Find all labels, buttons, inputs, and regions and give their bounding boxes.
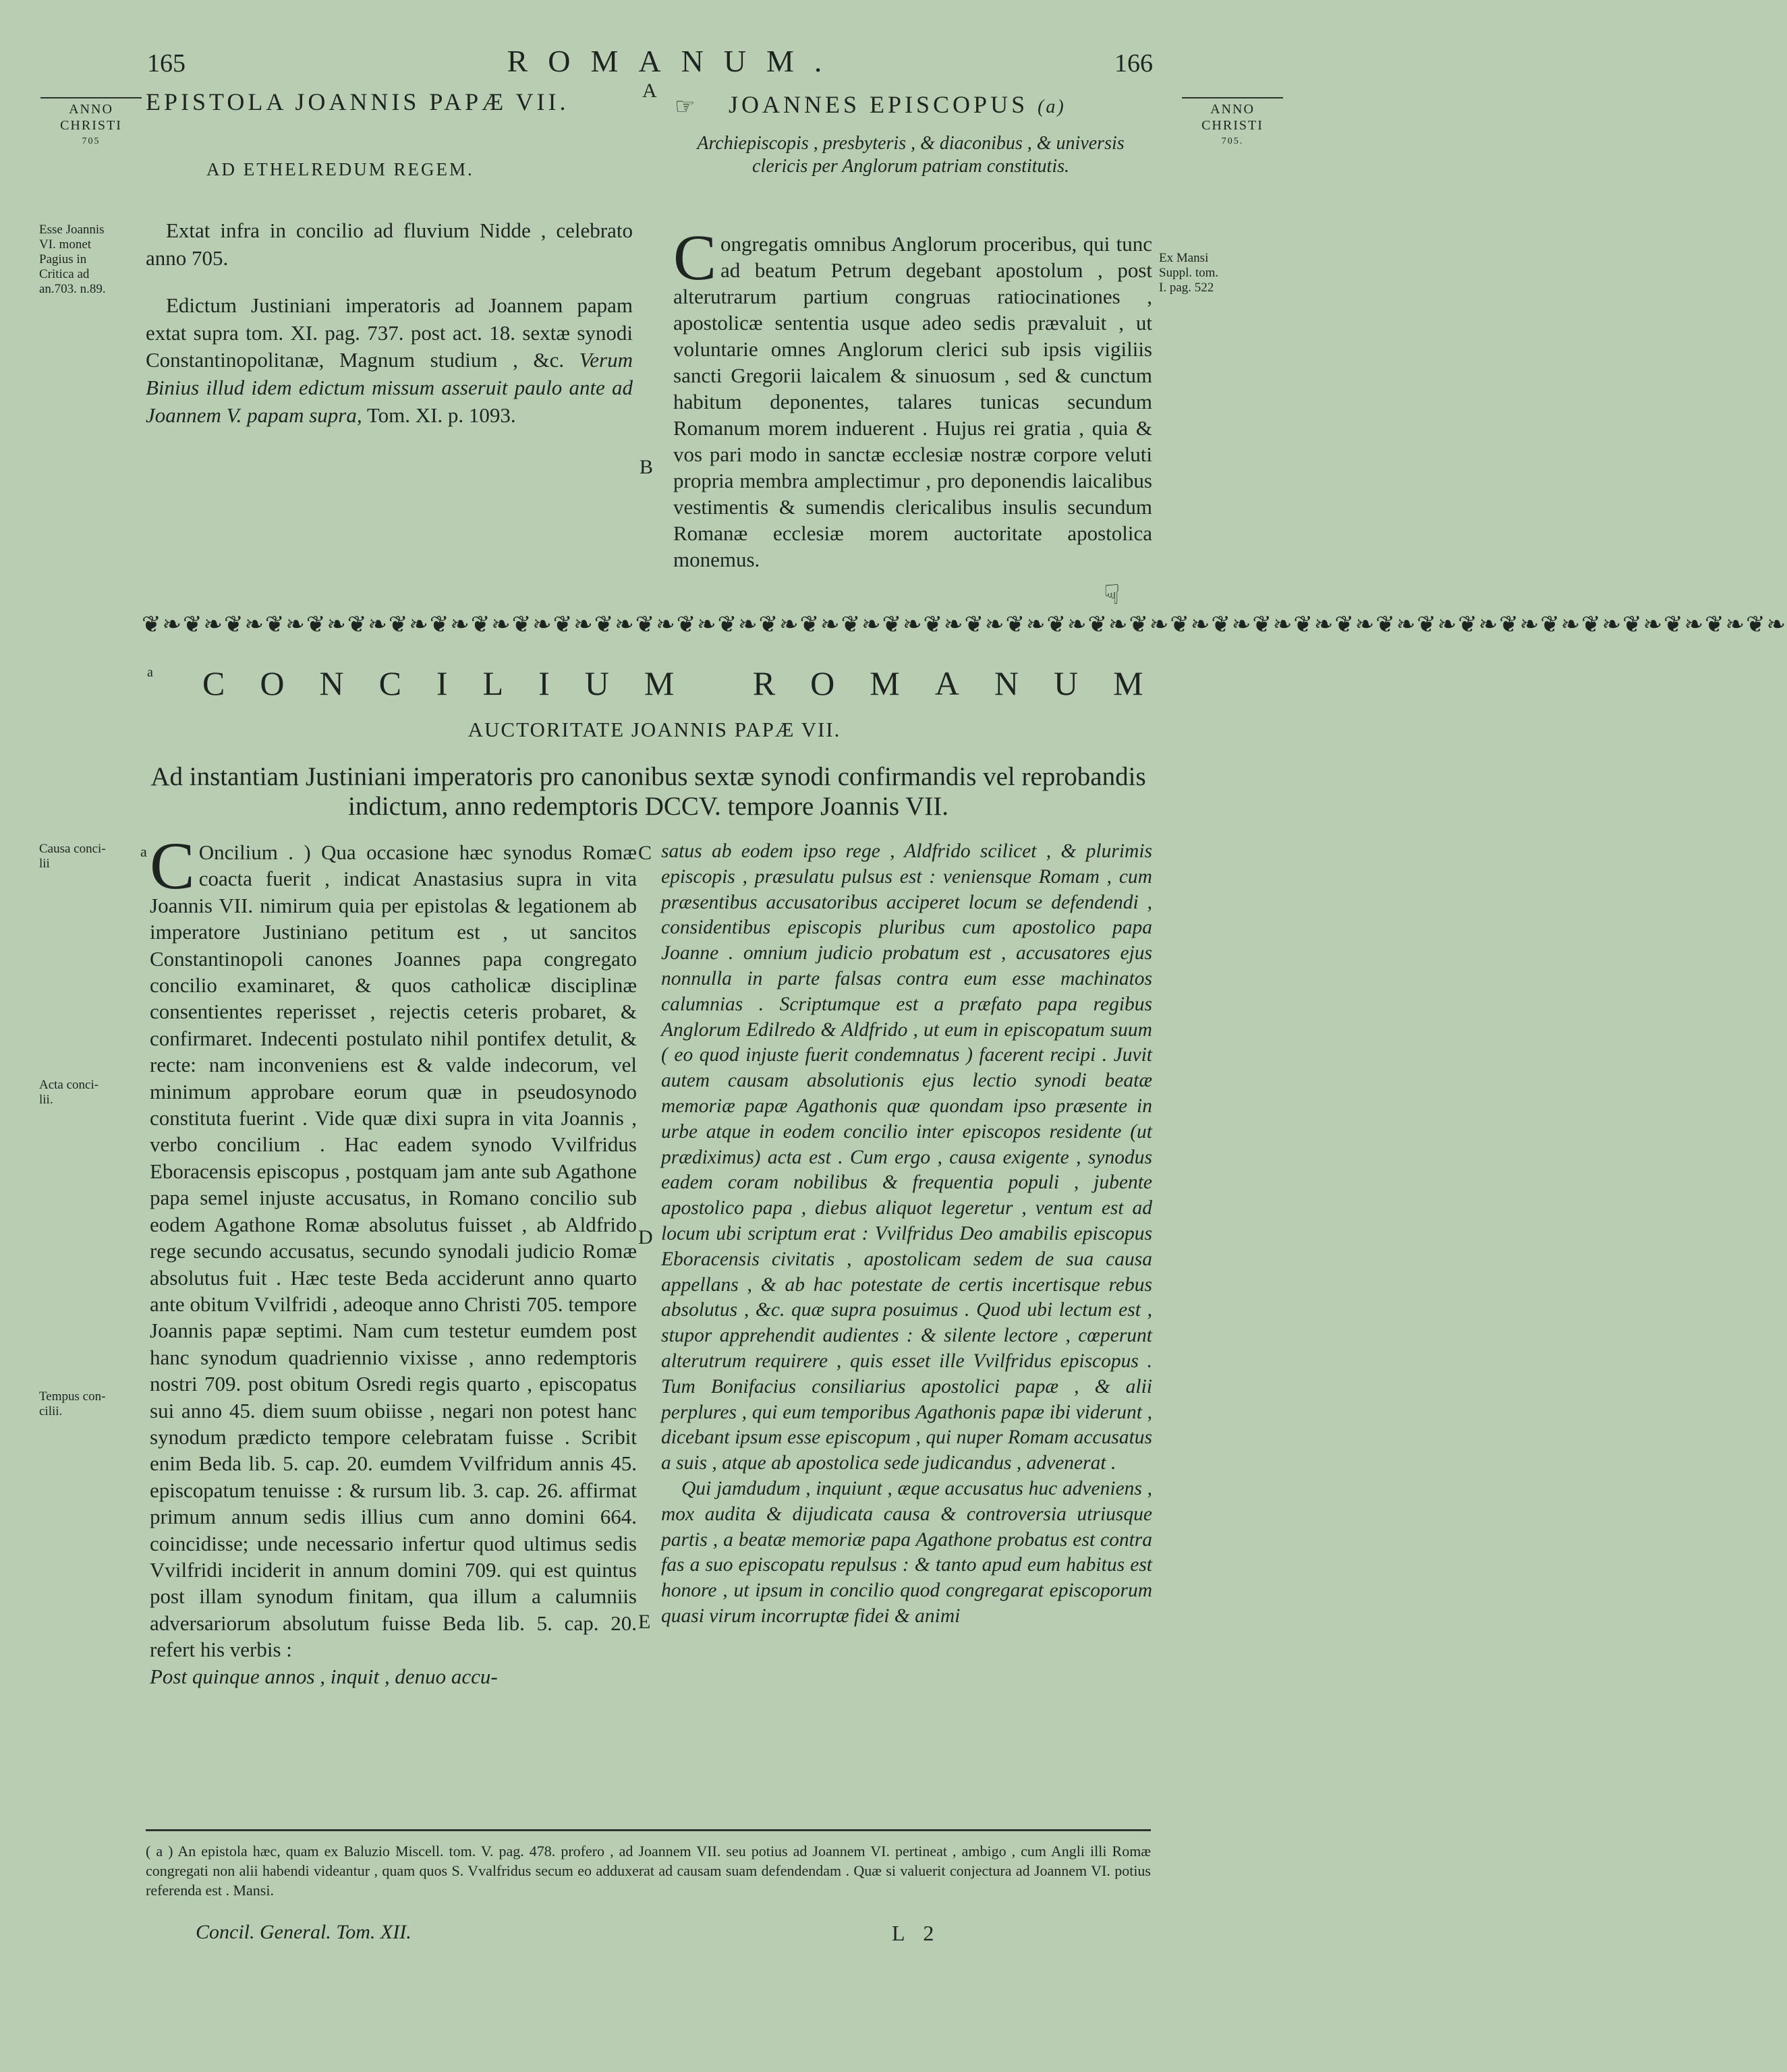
epistola-para-2-plain: Edictum Justiniani imperatoris ad Joannem papam extat supra tom. XI. pag. 737. post act. 18. sextæ synodi Constantinopolitanæ, Magnum studium , &c. bbox=[146, 293, 633, 372]
anno-left-line-2: CHRISTI bbox=[60, 118, 122, 133]
margin-note-line: Pagius in bbox=[39, 252, 87, 266]
joannes-title bbox=[729, 90, 1066, 119]
margin-note-line: Acta conci- bbox=[39, 1078, 99, 1092]
anno-right-line-3: 705. bbox=[1221, 136, 1244, 146]
margin-acta bbox=[39, 1078, 140, 1107]
pointing-hand-icon: ☟ bbox=[1104, 579, 1121, 610]
ornamental-divider: ❦❧❦❧❦❧❦❧❦❧❦❧❦❧❦❧❦❧❦❧❦❧❦❧❦❧❦❧❦❧❦❧❦❧❦❧❦❧❦❧❦❧❦❧❦❧❦❧❦❧❦❧❦❧❦❧❦❧❦❧❦❧❦❧❦❧❦❧❦❧❦❧❦❧❦❧❦❧❦❧ bbox=[142, 612, 1787, 637]
margin-note-line: Ex Mansi bbox=[1159, 251, 1209, 265]
joannes-subtitle: Archiepiscopis , presbyteris , & diaconibus , & universis clericis per Anglorum patriam constitutis. bbox=[697, 133, 1125, 177]
concilium-left-column bbox=[150, 828, 637, 1690]
concilium-subtitle: AUCTORITATE JOANNIS PAPÆ VII. bbox=[467, 718, 841, 741]
anno-left-line-1: ANNO bbox=[69, 102, 113, 117]
concilium-right-column bbox=[661, 839, 1152, 1630]
footnote-rule bbox=[146, 1829, 1151, 1831]
margin-causa bbox=[39, 842, 140, 871]
margin-note-line: lii. bbox=[39, 1093, 53, 1107]
signature-line: Concil. General. Tom. XII. bbox=[196, 1921, 412, 1943]
epistola-para-2-end: Tom. XI. p. 1093. bbox=[366, 403, 516, 427]
joannes-body bbox=[673, 221, 1152, 573]
concilium-left-text-1: Oncilium . ) Qua occasione hæc synodus Romæ coacta fuerit , indicat Anastasius supra in vita Joannis VII. nimirum quia per epistolas & legationem ab imperatore Justiniano petitum est , ut sancitos Constantinopoli canones Joannes papa congregato concilio examinaret, & quos catholicæ disciplinæ consentientes reperisset , rejectis ceteris probaret, & confirmaret. Indecenti postulato nihil pontifex detulit, & recte: nam inconveniens est & valde indecorum, vel minimum approbare eorum quæ in pseudosynodo constituta fuerint . Vide quæ dixi supra in vita Joannis , verbo concilium . Hac eadem synodo Vvilfridus Eboracensis episcopus , postquam jam ante sub Agathone papa semel injuste accusatus, in Romano concilio sub eodem Agathone Romæ absolutus fuisset , ab Aldfrido rege secundo accusatus, secundo synodali judicio Romæ absolutus fuit . Hæc teste Beda acciderunt anno quarto ante obitum Vvilfridi , adeoque anno Christi 705. tempore Joannis papæ septimi. Nam cum testetur eumdem post hanc synodum quadriennio vixisse , anno redemptoris nostri 709. post obitum Osredi regis quarto , episcopatus sui anno 45. diem suum obiisse , negari non potest hanc synodum prædicto tempore celebratam fuisse . Scribit enim Beda lib. 5. cap. 20. eumdem Vvilfridum annis 45. episcopatum tenuisse : & rursum lib. 3. cap. 26. affirmat primum annum sedis illius cum anno domini 664. coincidisse; unde necessario infertur quod ultimus sedis Vvilfridi inciderit in annum domini 709. qui est quintus post illam synodum finitam, qua illum a calumniis adversariorum absolutum fuisse Beda lib. 5. cap. 20. refert his verbis : bbox=[150, 840, 637, 1662]
concilium-heading: Ad instantiam Justiniani imperatoris pro canonibus sextæ synodi confirmandis vel reprobandis indictum, anno redemptoris DCCV. tempore Joannis VII. bbox=[150, 762, 1146, 821]
signature-mark: L 2 bbox=[892, 1921, 941, 1945]
epistola-body bbox=[146, 217, 633, 429]
joannes-title-note: (a) bbox=[1038, 96, 1066, 117]
margin-note-line: I. pag. 522 bbox=[1159, 281, 1214, 295]
joannes-margin-note bbox=[1159, 251, 1274, 295]
section-mark-b: B bbox=[640, 456, 654, 478]
footnote-text: ( a ) An epistola hæc, quam ex Baluzio Miscell. tom. V. pag. 478. profero , ad Joannem VII. seu potius ad Joannem VI. pertineat , ambigo , cum Angli illi Romæ congregati non alii habendi videantur , quam quos S. Vvalfridus secum eo adduxerat ad causam suam defendendam . Quæ si valuerit conjectura ad Joannem VI. potius referenda est . Mansi. bbox=[146, 1843, 1151, 1899]
margin-note-line: Tempus con- bbox=[39, 1389, 106, 1404]
joannes-dropcap: C bbox=[673, 221, 717, 293]
concilium-note-mark: a bbox=[147, 665, 153, 680]
epistola-para-1: Extat infra in concilio ad fluvium Nidde , celebrato anno 705. bbox=[146, 219, 633, 270]
section-mark-e: E bbox=[638, 1611, 651, 1633]
margin-note-line: cilii. bbox=[39, 1404, 63, 1418]
margin-note-line: lii bbox=[39, 857, 50, 871]
anno-christi-left bbox=[40, 97, 142, 150]
epistola-title: EPISTOLA JOANNIS PAPÆ VII. bbox=[146, 88, 569, 115]
section-mark-d: D bbox=[638, 1226, 653, 1248]
margin-note-line: an.703. n.89. bbox=[39, 282, 106, 296]
section-mark-a: A bbox=[642, 80, 657, 102]
margin-note-line: Critica ad bbox=[39, 267, 90, 281]
margin-note-line: Causa conci- bbox=[39, 842, 106, 856]
joannes-title-text: JOANNES EPISCOPUS bbox=[729, 91, 1029, 118]
page-number-right: 166 bbox=[1114, 49, 1153, 78]
concilium-right-text-1: satus ab eodem ipso rege , Aldfrido scilicet , & plurimis episcopis , præsulatu pulsus est : veniensque Romam , cum præsentibus accusatoribus acciperet locum se defendendi , considentibus episcopis pluribus cum apostolico papa Joanne . omnium judicio probatum est , accusatores ejus nonnulla in parte falsas contra eum esse machinatos calumnias . Scriptumque est a præfato papa regibus Anglorum Edilredo & Aldfrido , ut eum in episcopatum suum ( eo quod injuste fuerit condemnatus ) facerent recipi . Juvit autem causam absolutionis ejus lectio synodi beatæ memoriæ papæ Agathonis quæ quondam ipso præsente in urbe atque in eodem concilio inter episcopos residente (ut prædiximus) acta est . Cum ergo , causa exigente , synodus eadem coram nobilibus & frequentia populi , jubente apostolico papa , diebus aliquot legeretur , ventum est ad locum ubi scriptum erat : Vvilfridus Deo amabilis episcopus Eboracensis civitatis , apostolicam sedem de sua causa appellans , & ab hac potestate de certis incertisque rebus absolutus , &c. quæ supra posuimus . Quod ubi lectum est , stupor apprehendit audientes : & silente lectore , cœperunt alterutrum requirere , quis esset ille Vvilfridus episcopus . Tum Bonifacius consiliarius apostolici papæ , & alii perplures , qui eum temporibus Agathonis papæ ibi viderunt , dicebant ipsum esse episcopum , qui nuper Romam accusatus a suis , atque ab apostolica sede judicandus , advenerat . bbox=[661, 840, 1152, 1474]
margin-note-line: Esse Joannis bbox=[39, 223, 105, 237]
concilium-title: CONCILIUM ROMANUM bbox=[202, 664, 1179, 702]
margin-tempus bbox=[39, 1389, 140, 1419]
concilium-right-text-2: Qui jamdudum , inquiunt , æque accusatus huc adveniens , mox audita & dijudicata causa & controversia utriusque partis , a beatæ memoriæ papa Agathone probatus est contra fas a suo episcopatu repulsus : & tanto apud eum habitus est honore , ut ipsum in concilio quod congregarat episcoporum quasi virum incorruptæ fidei & animi bbox=[661, 1477, 1152, 1627]
left-column-mark: a bbox=[140, 843, 147, 860]
margin-note-line: Suppl. tom. bbox=[1159, 266, 1219, 280]
epistola-para-2 bbox=[146, 292, 633, 429]
page-number-left: 165 bbox=[147, 49, 186, 78]
joannes-text: ongregatis omnibus Anglorum proceribus, qui tunc ad beatum Petrum degebant apostolum , post alterutrarum partium congruas ratiocinationes , apostolicæ sententia usque adeo sedis prævaluit , ut voluntarie omnes Anglorum clerici sub ipsis vigiliis sancti Gregorii laicalem & sinuosum , sed & cunctum habitum deponentes, talares tunicas secundum Romanum morem induerent . Hujus rei gratia , quia & vos pari modo in sanctæ ecclesiæ nostræ corpore veluti propria membra amplectimur , pro deponendis laicalibus vestimentis & sumendis clericalibus insulis secundum Romanæ ecclesiæ morem auctoritate apostolica monemus. bbox=[673, 232, 1152, 571]
anno-christi-right bbox=[1182, 97, 1283, 150]
epistola-para-2-italic: Verum Binius illud idem edictum missum asseruit paulo ante ad Joannem V. papam supra, bbox=[146, 348, 633, 427]
concilium-left-text-2: Post quinque annos , inquit , denuo accu- bbox=[150, 1664, 498, 1688]
running-head: ROMANUM. bbox=[507, 44, 843, 78]
section-mark-c: C bbox=[638, 842, 652, 864]
concilium-dropcap: C bbox=[150, 828, 195, 903]
hand-ornament-icon: ☞ bbox=[675, 94, 696, 119]
epistola-margin-note bbox=[39, 223, 147, 297]
anno-left-line-3: 705 bbox=[82, 136, 101, 146]
epistola-addressee: AD ETHELREDUM REGEM. bbox=[206, 159, 474, 179]
anno-right-line-1: ANNO bbox=[1210, 102, 1255, 117]
margin-note-line: VI. monet bbox=[39, 237, 92, 252]
anno-right-line-2: CHRISTI bbox=[1201, 118, 1264, 133]
